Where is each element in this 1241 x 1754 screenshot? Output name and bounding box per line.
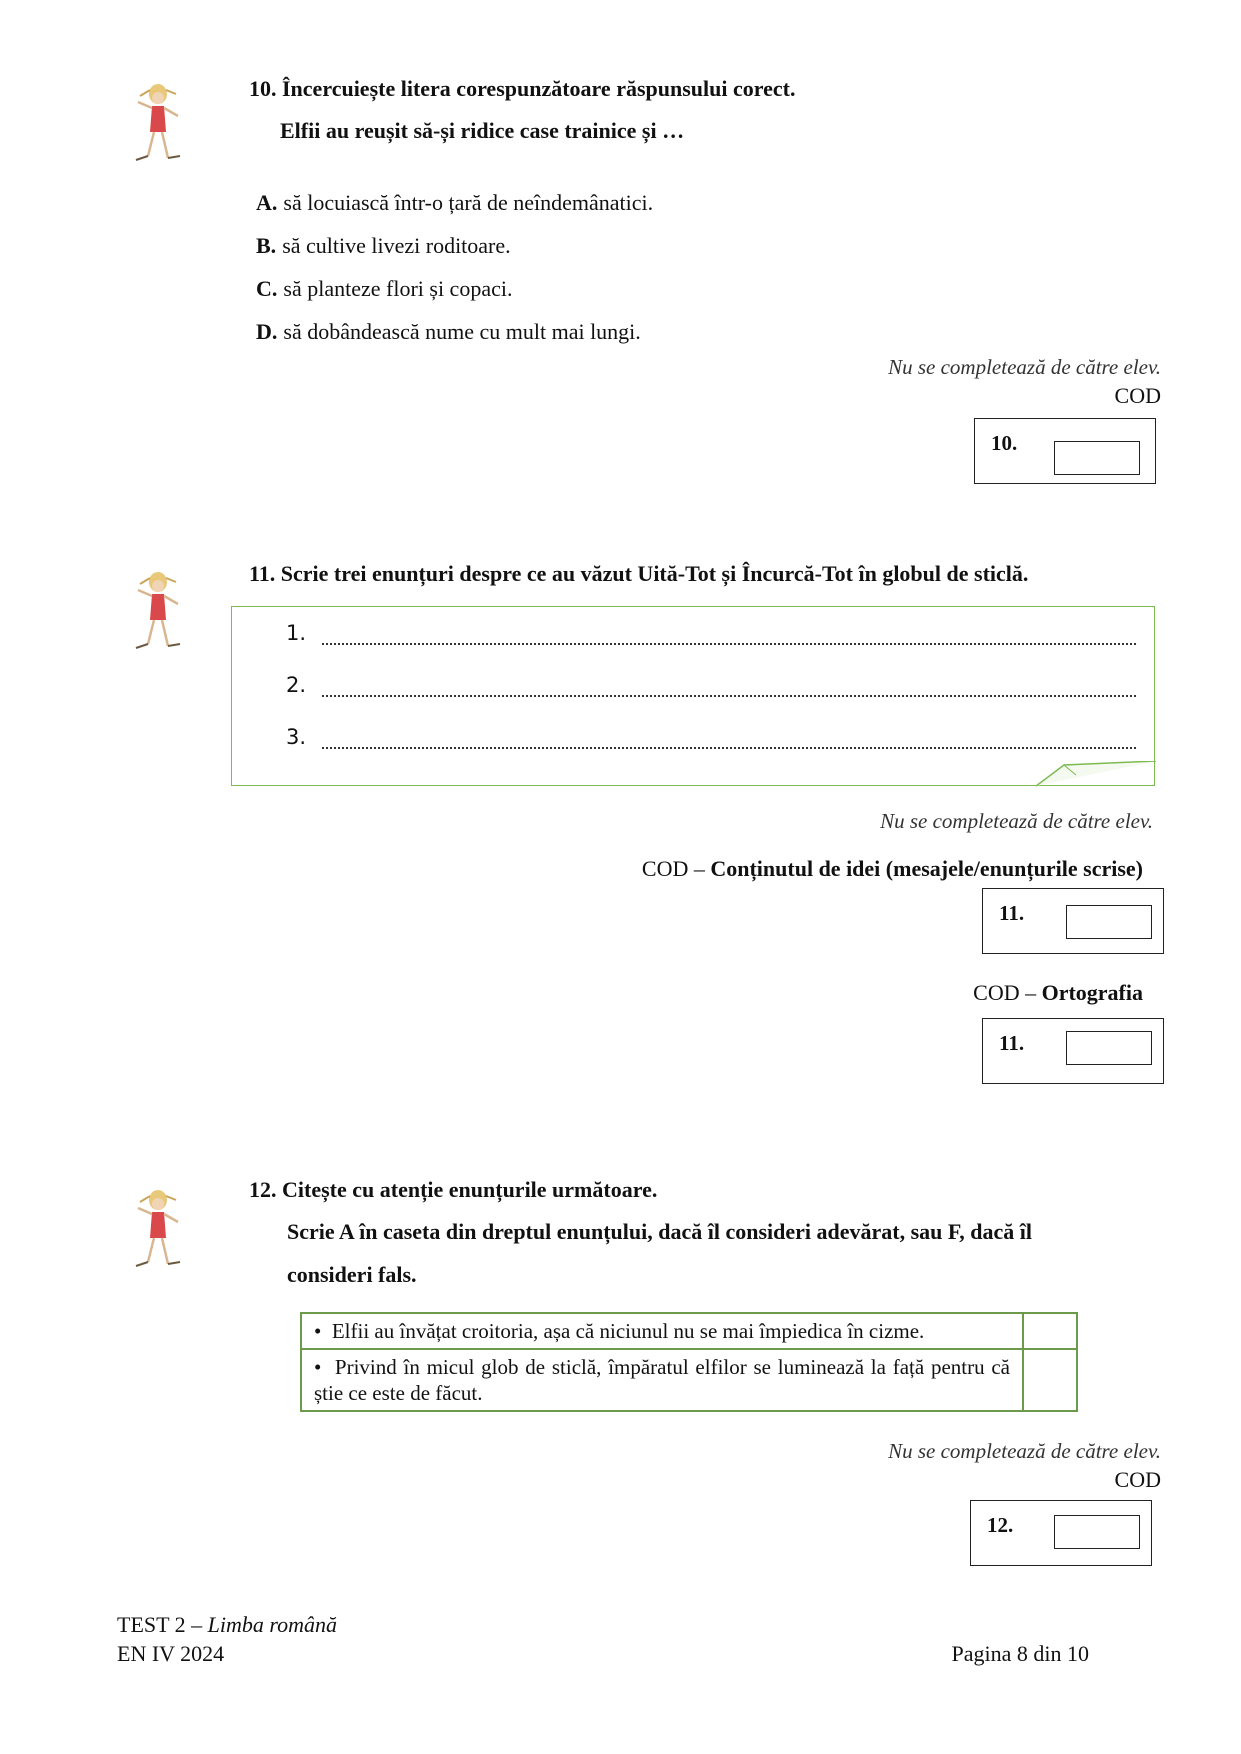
option-b[interactable] xyxy=(256,233,511,259)
score-input-box[interactable] xyxy=(1066,905,1152,939)
statement-text: Elfii au învățat croitoria, așa că niciunul nu se mai împiedica în cizme. xyxy=(331,1319,925,1343)
question-12-instruction: Scrie A în caseta din dreptul enunțului, dacă îl consideri adevărat, sau F, dacă îl xyxy=(287,1219,1033,1244)
dotted-line xyxy=(322,643,1136,645)
true-false-table xyxy=(300,1312,1078,1412)
cod-label: COD xyxy=(1114,1467,1161,1492)
option-d[interactable] xyxy=(256,319,641,345)
footer-test-prefix: TEST 2 – xyxy=(117,1612,208,1637)
question-10-stem: Elfii au reușit să-și ridice case trainice și … xyxy=(280,118,685,143)
footer-exam: EN IV 2024 xyxy=(117,1641,225,1666)
score-input-box[interactable] xyxy=(1054,1515,1140,1549)
answer-line-1[interactable] xyxy=(286,621,1136,651)
page-curl-icon xyxy=(1036,761,1156,787)
score-box-12 xyxy=(970,1500,1152,1566)
footer-subject: Limba română xyxy=(207,1612,338,1637)
option-text: să planteze flori și copaci. xyxy=(283,276,513,301)
cod-prefix: COD – xyxy=(641,856,711,881)
cod-criterion: Conținutul de idei (mesajele/enunțurile scrise) xyxy=(710,856,1143,881)
line-number: 3. xyxy=(286,725,307,749)
footer-page-number: Pagina 8 din 10 xyxy=(951,1641,1089,1666)
option-text: să locuiască într-o țară de neîndemânatici. xyxy=(283,190,654,215)
teacher-only-note: Nu se completează de către elev. xyxy=(888,355,1161,379)
option-letter: C. xyxy=(256,276,278,301)
bullet: • xyxy=(314,1319,322,1343)
question-12-title: 12. Citește cu atenție enunțurile următoare. xyxy=(249,1177,658,1202)
line-number: 2. xyxy=(286,673,307,697)
score-input-box[interactable] xyxy=(1054,441,1140,475)
line-number: 1. xyxy=(286,621,307,645)
option-text: să cultive livezi roditoare. xyxy=(282,233,511,258)
elf-character-icon xyxy=(128,568,188,658)
option-text: să dobândească nume cu mult mai lungi. xyxy=(283,319,641,344)
teacher-only-note: Nu se completează de către elev. xyxy=(888,1439,1161,1463)
answer-line-2[interactable] xyxy=(286,673,1136,703)
cod-prefix: COD – xyxy=(973,980,1042,1005)
score-box-number: 11. xyxy=(999,1031,1025,1055)
teacher-only-note: Nu se completează de către elev. xyxy=(880,809,1153,833)
cod-spelling-label xyxy=(973,980,1143,1006)
cod-content-label xyxy=(642,856,1143,882)
dotted-line xyxy=(322,695,1136,697)
question-10-title: 10. Încercuiește litera corespunzătoare răspunsului corect. xyxy=(249,76,796,101)
option-letter: B. xyxy=(256,233,277,258)
statement-cell xyxy=(301,1313,1023,1349)
question-11-title: 11. Scrie trei enunțuri despre ce au văzut Uită-Tot și Încurcă-Tot în globul de sticlă. xyxy=(249,561,1029,586)
cod-criterion: Ortografia xyxy=(1041,980,1143,1005)
option-letter: D. xyxy=(256,319,278,344)
elf-character-icon xyxy=(128,80,188,170)
dotted-line xyxy=(322,747,1136,749)
option-a[interactable] xyxy=(256,190,653,216)
elf-character-icon xyxy=(128,1186,188,1276)
score-input-box[interactable] xyxy=(1066,1031,1152,1065)
option-c[interactable] xyxy=(256,276,512,302)
answer-box[interactable] xyxy=(1023,1313,1077,1349)
statement-cell xyxy=(301,1349,1023,1411)
score-box-11-spelling xyxy=(982,1018,1164,1084)
bullet: • xyxy=(314,1355,322,1379)
answer-line-3[interactable] xyxy=(286,725,1136,755)
score-box-number: 12. xyxy=(987,1513,1014,1537)
answer-box[interactable] xyxy=(1023,1349,1077,1411)
score-box-number: 10. xyxy=(991,431,1018,455)
table-row xyxy=(301,1349,1077,1411)
score-box-10 xyxy=(974,418,1156,484)
answer-area xyxy=(231,606,1155,786)
score-box-11-content xyxy=(982,888,1164,954)
table-row xyxy=(301,1313,1077,1349)
option-letter: A. xyxy=(256,190,278,215)
question-12-instruction-cont: consideri fals. xyxy=(287,1262,417,1287)
cod-label: COD xyxy=(1114,383,1161,408)
statement-text: Privind în micul glob de sticlă, împăratul elfilor se luminează la față pentru că știe ce este de făcut. xyxy=(314,1355,1011,1405)
score-box-number: 11. xyxy=(999,901,1025,925)
footer-test-label xyxy=(117,1612,337,1638)
